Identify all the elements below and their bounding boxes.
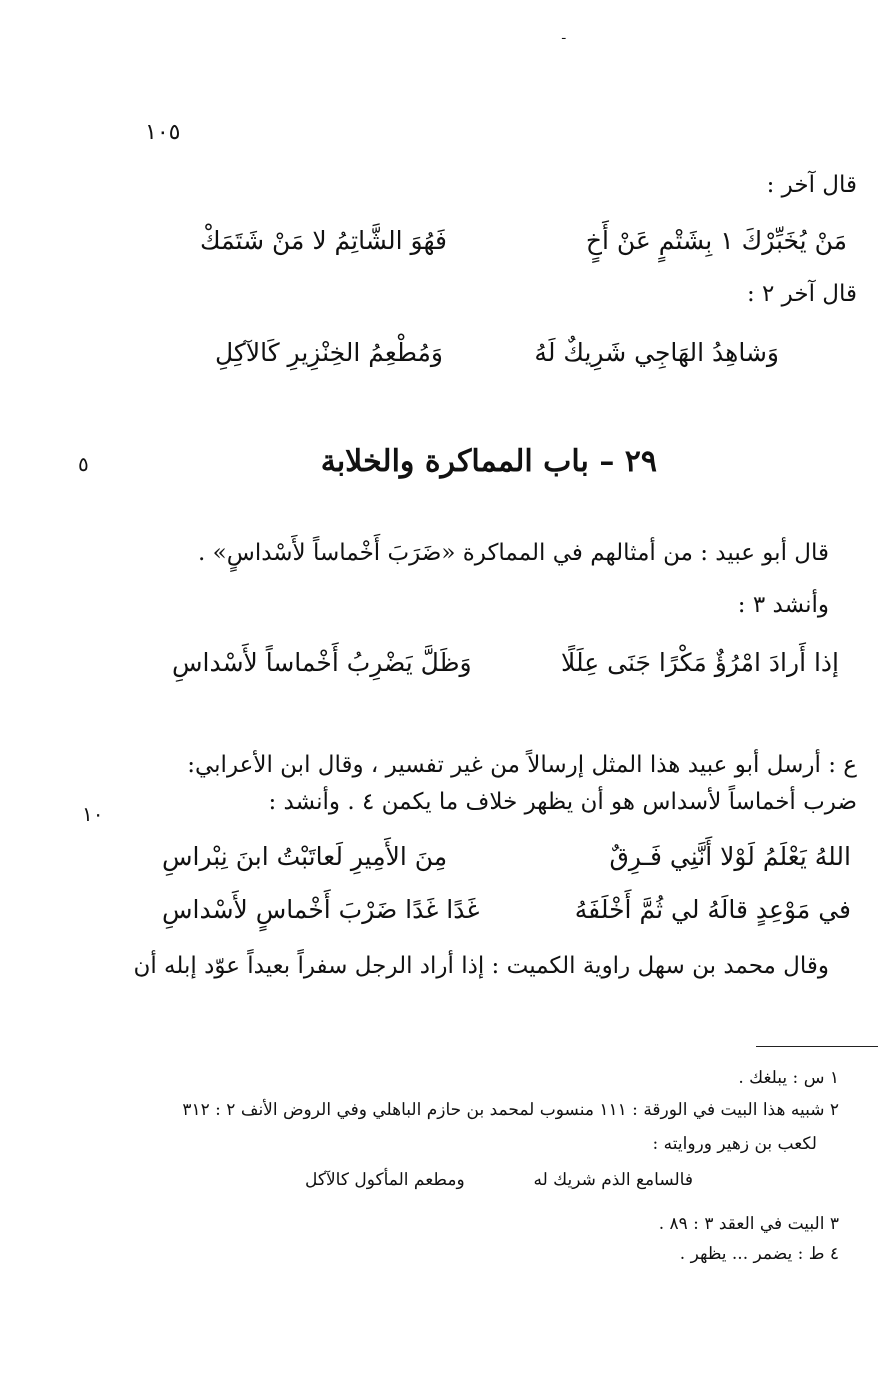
footnote-divider [756, 1046, 878, 1047]
page-number: ١٠٥ [145, 120, 181, 145]
footnote-4: ٤ ط : يضمر ... يظهر . [679, 1244, 839, 1264]
footnote-2-line-2: لكعب بن زهير وروايته : [652, 1134, 817, 1154]
verse-5-right: في مَوْعِدٍ قالَهُ لي ثُمَّ أَخْلَفَهُ [574, 895, 851, 924]
verse-4-left: مِنَ الأَمِيرِ لَعاتَبْتُ ابنَ نِبْراسِ [162, 842, 448, 871]
paragraph-3: وقال محمد بن سهل راوية الكميت : إذا أراد الرجل سفراً بعيداً عوّد إبله أن [133, 953, 829, 979]
footnote-2-verse-left: ومطعم المأكول كالآكل [305, 1170, 465, 1190]
intro-line-1: قال آخر : [766, 172, 857, 198]
verse-4-right: اللهُ يَعْلَمُ لَوْلا أَنَّنِي فَـرِقٌ [609, 842, 851, 871]
chapter-title: ٢٩ – باب المماكرة والخلابة [320, 444, 657, 479]
corner-mark: ـ [562, 28, 566, 42]
verse-3-left: وَظَلَّ يَضْرِبُ أَخْماساً لأَسْداسِ [172, 648, 472, 677]
paragraph-2-line-2: ضرب أخماساً لأسداس هو أن يظهر خلاف ما يكمن ٤ . وأنشد : [268, 789, 857, 815]
paragraph-2-line-1: ع : أرسل أبو عبيد هذا المثل إرسالاً من غير تفسير ، وقال ابن الأعرابي: [187, 752, 857, 778]
footnote-3: ٣ البيت في العقد ٣ : ٨٩ . [658, 1214, 839, 1234]
verse-5-left: غَدًا غَدًا ضَرْبَ أَخْماسٍ لأَسْداسِ [162, 895, 480, 924]
margin-number-10: ١٠ [82, 802, 104, 826]
verse-1-right: مَنْ يُخَبِّرْكَ ١ بِشَتْمٍ عَنْ أَخٍ [585, 226, 847, 255]
verse-1-left: فَهُوَ الشَّاتِمُ لا مَنْ شَتَمَكْ [200, 226, 447, 255]
paragraph-1: قال أبو عبيد : من أمثالهم في المماكرة «ضَرَبَ أَخْماساً لأَسْداسٍ» . [198, 540, 829, 566]
margin-number-5: ٥ [78, 452, 89, 476]
verse-2-right: وَشاهِدُ الهَاجِي شَرِيكٌ لَهُ [534, 338, 779, 367]
intro-line-2: قال آخر ٢ : [746, 281, 857, 307]
footnote-2-verse-right: فالسامع الذم شريك له [533, 1170, 693, 1190]
verse-3-right: إذا أَرادَ امْرُؤٌ مَكْرًا جَنَى عِلَلًا [561, 648, 839, 677]
footnote-1: ١ س : يبلغك . [738, 1068, 839, 1088]
verse-2-left: وَمُطْعِمُ الخِنْزِيرِ كَالآكِلِ [215, 338, 443, 367]
footnote-2-line-1: ٢ شبيه هذا البيت في الورقة : ١١١ منسوب لمحمد بن حازم الباهلي وفي الروض الأنف ٢ : ٣١٢ [182, 1100, 839, 1120]
intro-line-3: وأنشد ٣ : [737, 592, 829, 618]
